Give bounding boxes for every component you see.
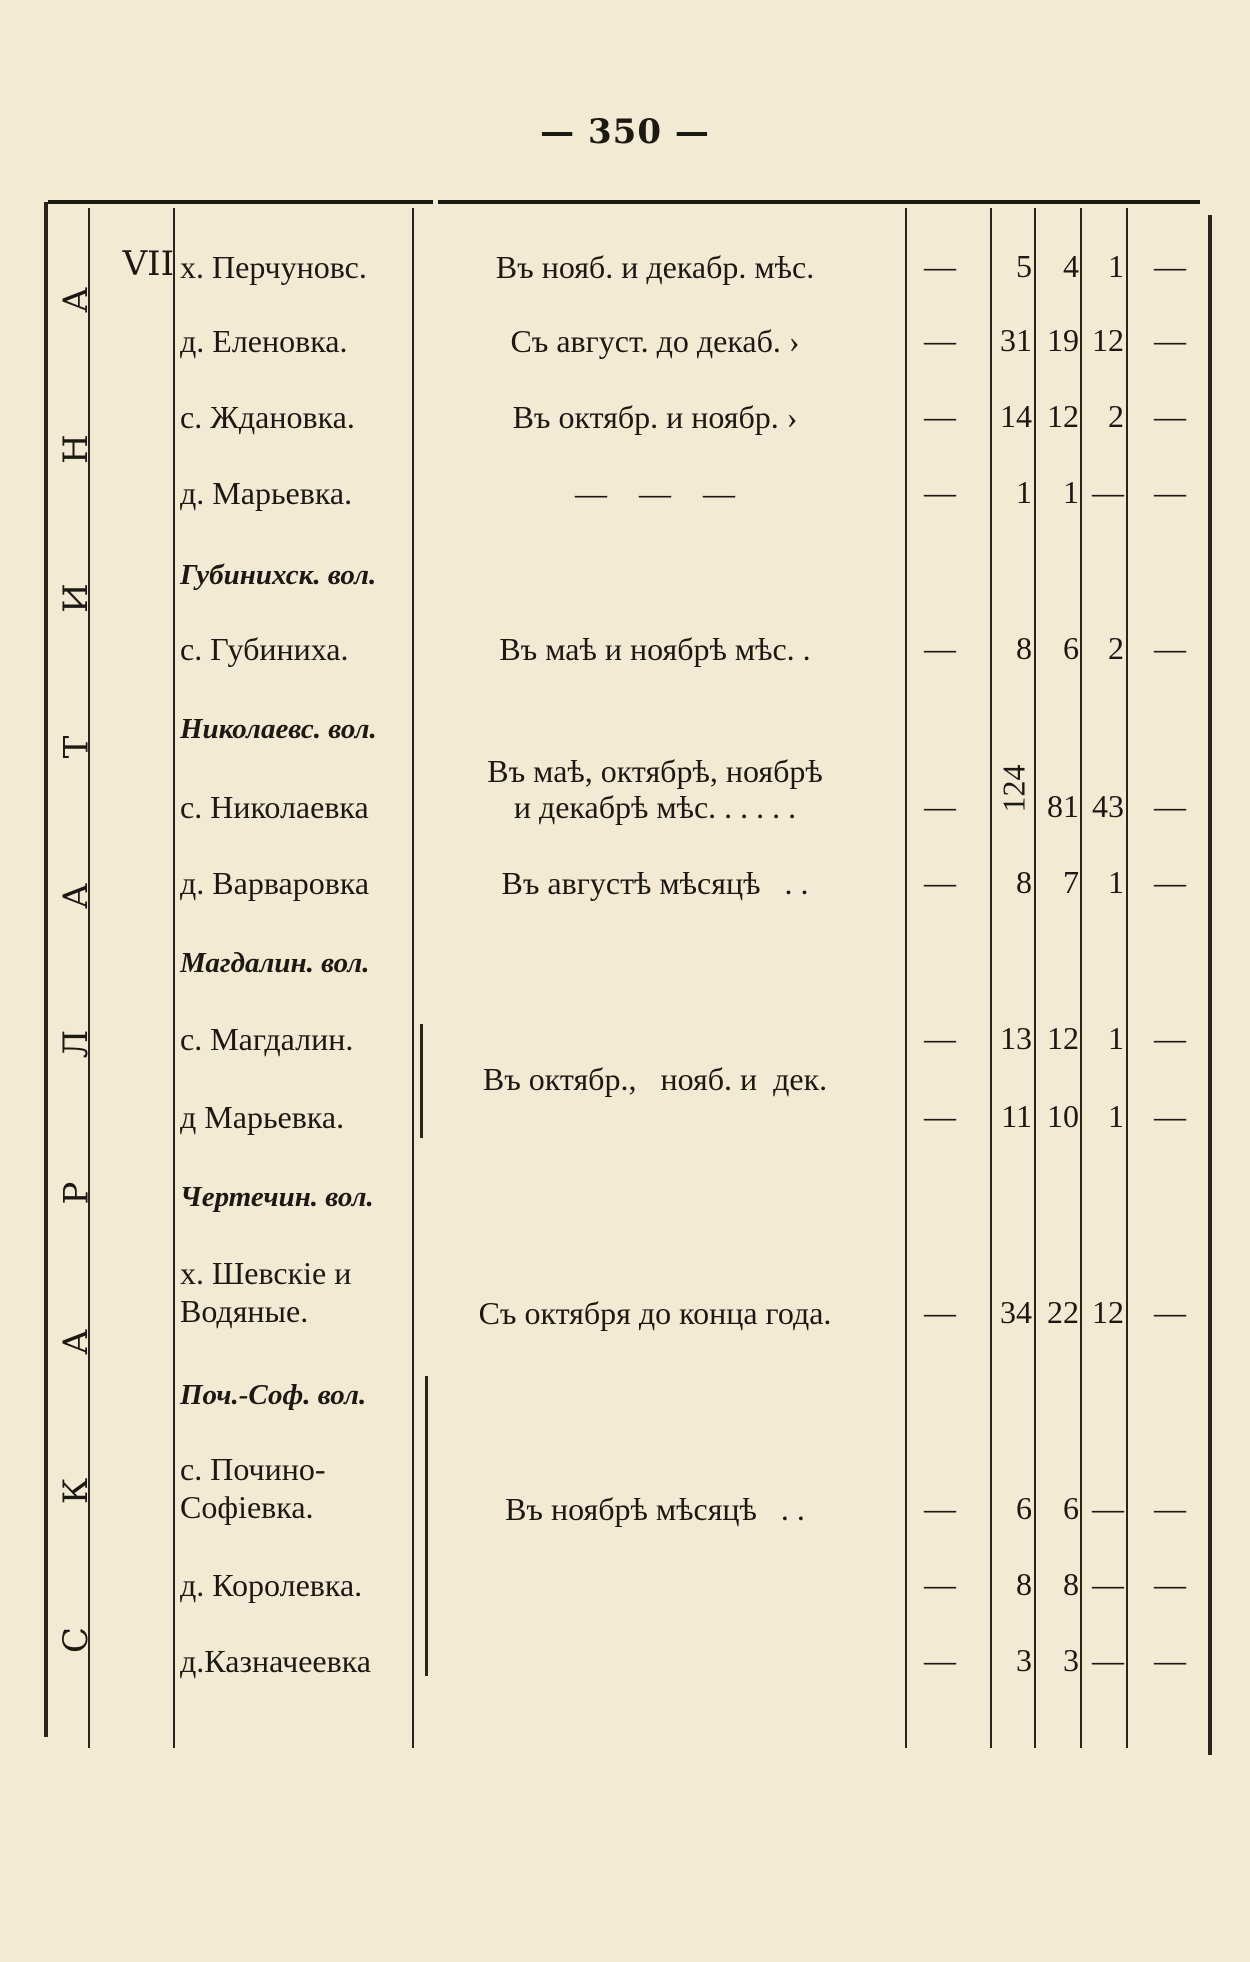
- cell: 1: [1063, 474, 1079, 510]
- cell: 19: [1047, 322, 1079, 358]
- place-name: с. Ждановка.: [180, 399, 355, 435]
- side-letter: Р: [55, 1181, 96, 1205]
- col-divider: [905, 208, 907, 1748]
- place-name: д. Королевка.: [180, 1567, 363, 1603]
- cell: —: [1154, 1294, 1186, 1330]
- cell: —: [1092, 474, 1124, 510]
- cell: 1: [1108, 248, 1124, 284]
- period: Въ маѣ и ноябрѣ мѣс. .: [499, 631, 811, 667]
- period: Въ августѣ мѣсяцѣ . .: [501, 865, 809, 901]
- cell: —: [924, 322, 956, 358]
- place-name: с. Губиниха.: [180, 631, 349, 667]
- place-name: х. Перчуновс.: [180, 249, 367, 285]
- cell: —: [1154, 1020, 1186, 1056]
- cell: —: [924, 1642, 956, 1678]
- side-letter: К: [55, 1477, 96, 1505]
- place-name: х. Шевскіе и Водяные.: [180, 1255, 352, 1329]
- volost-heading: Чертечин. вол.: [180, 1181, 374, 1213]
- page-number: — 350 —: [540, 112, 710, 152]
- cell: 34: [1000, 1294, 1032, 1330]
- cell: 12: [1092, 1294, 1124, 1330]
- cell: —: [1154, 322, 1186, 358]
- cell: —: [1154, 398, 1186, 434]
- cell: 4: [1063, 248, 1079, 284]
- cell: [990, 764, 1032, 813]
- cell: 2: [1108, 630, 1124, 666]
- cell: —: [1092, 1566, 1124, 1602]
- cell: —: [924, 398, 956, 434]
- cell: —: [924, 630, 956, 666]
- cell: 8: [1016, 1566, 1032, 1602]
- col-divider: [1126, 208, 1128, 1748]
- period: Въ ноябрѣ мѣсяцѣ . .: [505, 1491, 805, 1527]
- place-name: с. Магдалин.: [180, 1021, 354, 1057]
- place-name: д. Варваровка: [180, 865, 370, 901]
- side-letter: Л: [56, 1030, 96, 1059]
- cell: —: [1154, 864, 1186, 900]
- cell: 22: [1047, 1294, 1079, 1330]
- cell: 10: [1047, 1098, 1079, 1134]
- cell: —: [1092, 1490, 1124, 1526]
- period: Съ октября до конца года.: [478, 1295, 832, 1331]
- cell: 3: [1016, 1642, 1032, 1678]
- side-letter: И: [56, 582, 96, 613]
- col-divider: [173, 208, 175, 1748]
- section-number: VII: [122, 244, 174, 284]
- cell: 31: [1000, 322, 1032, 358]
- cell: 1: [1108, 864, 1124, 900]
- period: Съ август. до декаб. ›: [510, 323, 800, 359]
- volost-heading: Николаевс. вол.: [180, 713, 377, 745]
- period: и декабрѣ мѣс. . . . . .: [513, 789, 797, 825]
- cell: —: [1154, 1490, 1186, 1526]
- volost-heading: Магдалин. вол.: [180, 947, 370, 979]
- cell: 6: [1016, 1490, 1032, 1526]
- volost-heading: Поч.-Соф. вол.: [180, 1379, 367, 1411]
- top-rule-right: [438, 200, 1200, 204]
- side-letter: Н: [56, 434, 96, 464]
- cell: —: [1154, 630, 1186, 666]
- cell: 12: [1047, 398, 1079, 434]
- cell: 6: [1063, 630, 1079, 666]
- side-letter: А: [56, 882, 96, 909]
- cell: 2: [1108, 398, 1124, 434]
- cell: 12: [1047, 1020, 1079, 1056]
- cell: —: [924, 1020, 956, 1056]
- cell: —: [924, 1566, 956, 1602]
- cell: —: [924, 1490, 956, 1526]
- side-letter: Т: [56, 735, 96, 758]
- cell: 1: [1108, 1098, 1124, 1134]
- cell: 6: [1063, 1490, 1079, 1526]
- cell: —: [1154, 1098, 1186, 1134]
- col-divider: [412, 208, 414, 1748]
- side-letter: А: [56, 287, 96, 313]
- cell: 14: [1000, 398, 1032, 434]
- side-letter: А: [56, 1329, 96, 1355]
- side-heading: [48, 280, 104, 1660]
- period-line: Въ маѣ, октябрѣ, ноябрѣ: [487, 753, 823, 789]
- cell: 43: [1092, 788, 1124, 824]
- period: Въ октябр. и ноябр. ›: [512, 399, 798, 435]
- place-name: д. Еленовка.: [180, 323, 348, 359]
- cell: —: [924, 788, 956, 824]
- cell: 11: [1001, 1098, 1032, 1134]
- cell: —: [1154, 1566, 1186, 1602]
- cell: —: [1154, 788, 1186, 824]
- volost-heading: Губинихск. вол.: [180, 559, 377, 591]
- cell: 5: [1016, 248, 1032, 284]
- top-rule: [48, 200, 433, 204]
- cell: —: [924, 474, 956, 510]
- period: Въ октябр., нояб. и дек.: [482, 1061, 828, 1097]
- place-name: д Марьевка.: [180, 1099, 345, 1135]
- period: Въ нояб. и декабр. мѣс.: [495, 249, 815, 285]
- cell: —: [924, 864, 956, 900]
- place-name: д.Казначеевка: [180, 1643, 371, 1679]
- cell: 12: [1092, 322, 1124, 358]
- place-name: с. Почино-Софіевка.: [180, 1451, 326, 1525]
- cell: —: [1154, 1642, 1186, 1678]
- cell: 1: [1108, 1020, 1124, 1056]
- cell: 3: [1063, 1642, 1079, 1678]
- cell: —: [924, 248, 956, 284]
- place-name: д. Марьевка.: [180, 475, 353, 511]
- cell: 8: [1063, 1566, 1079, 1602]
- cell: 8: [1016, 630, 1032, 666]
- cell: 8: [1016, 864, 1032, 900]
- cell: —: [924, 1294, 956, 1330]
- side-letter: С: [55, 1626, 96, 1653]
- cell: —: [1154, 248, 1186, 284]
- cell: —: [924, 1098, 956, 1134]
- right-border: [1208, 215, 1212, 1755]
- rotated-number: 124: [995, 764, 1032, 813]
- cell: —: [1092, 1642, 1124, 1678]
- cell: 13: [1000, 1020, 1032, 1056]
- cell: 7: [1063, 864, 1079, 900]
- cell: 81: [1047, 788, 1079, 824]
- cell: 1: [1016, 474, 1032, 510]
- place-name: с. Николаевка: [180, 789, 369, 825]
- cell: —: [1154, 474, 1186, 510]
- period: — — —: [575, 475, 735, 511]
